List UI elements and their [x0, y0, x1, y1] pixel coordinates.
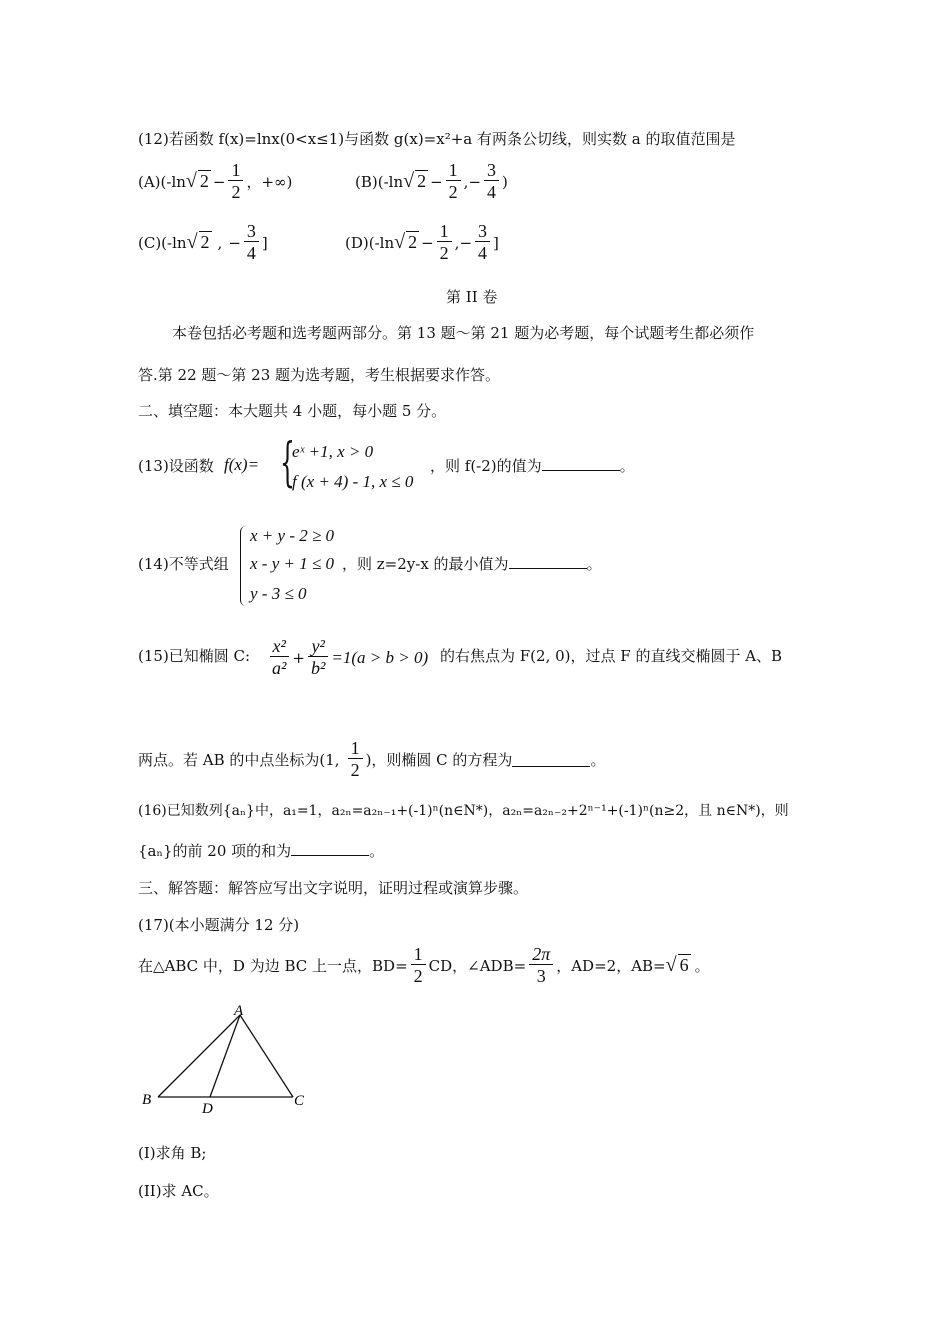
minus-sign: −: [228, 233, 241, 252]
sqrt-2: √ 2: [186, 231, 210, 253]
side-ab: [158, 1015, 240, 1097]
option-a-tail: ，+∞): [246, 173, 293, 191]
q13-fx: f(x)=: [224, 455, 260, 474]
section2-heading: 二、填空题：本大题共 4 小题，每小题 5 分。: [138, 402, 447, 420]
point-b-label: B: [142, 1092, 152, 1108]
part2-title: 第 II 卷: [446, 288, 498, 306]
minus-sign: −: [421, 233, 434, 252]
fraction-y2-b2: $\frac{\text{y²}}{\text{b²}}$: [308, 636, 328, 679]
point-c-label: C: [294, 1093, 305, 1109]
q13-brace: {: [280, 433, 295, 493]
q17-stem-c: ，AD=2，AB=: [556, 957, 666, 975]
fraction-1-2: $\frac{1}{2}$: [446, 160, 461, 203]
q17-sub2: (II)求 AC。: [138, 1182, 219, 1200]
q15-line2-a: 两点。若 AB 的中点坐标为(1,: [138, 751, 340, 769]
option-b-tail: ): [502, 172, 508, 191]
q17-sub1: (I)求角 B;: [138, 1144, 207, 1162]
q12-option-a: [138, 160, 292, 203]
q14-tail: [342, 553, 602, 574]
q15-label: (15)已知椭圆 C:: [138, 647, 251, 665]
q14-label: (14)不等式组: [138, 555, 229, 573]
q12-option-c: [138, 221, 268, 264]
fraction-1-2: $\frac{1}{2}$: [228, 160, 243, 203]
q14-answer-blank[interactable]: [509, 554, 587, 569]
q13-tail: [430, 455, 635, 476]
option-d-tail: ]: [493, 233, 499, 252]
q15-answer-blank[interactable]: [512, 752, 590, 767]
comma: ,: [217, 233, 223, 252]
plus-sign: +: [292, 648, 305, 667]
option-c-tail: ]: [261, 233, 268, 252]
q15-line2: [138, 738, 605, 781]
fraction-1-2: $\frac{1}{2}$: [348, 738, 363, 781]
q13-answer-blank[interactable]: [542, 456, 620, 471]
comma: ,: [454, 233, 460, 252]
option-a-label: (A)(-ln: [138, 172, 186, 191]
segment-ad: [210, 1015, 240, 1097]
q14-brace-line: [240, 526, 246, 606]
q17-stem-d: 。: [694, 957, 710, 975]
sqrt-6: √ 6: [665, 954, 689, 976]
section3-heading: 三、解答题：解答应写出文字说明，证明过程或演算步骤。: [138, 879, 529, 897]
fraction-x2-a2: $\frac{\text{x²}}{\text{a²}}$: [269, 636, 289, 679]
q16-line1: (16)已知数列{aₙ}中，a₁=1，a₂ₙ=a₂ₙ₋₁+(-1)ⁿ(n∈N*)，a₂ₙ=a₂ₙ₋₂+2ⁿ⁻¹+(-1)ⁿ(n≥2，且 n∈N*)，则: [138, 803, 789, 819]
minus-sign: −: [459, 233, 473, 252]
q13-tail-text: ，则 f(-2)的值为: [430, 457, 542, 475]
q14-case1: x + y - 2 ≥ 0: [250, 526, 335, 545]
fraction-3-4: $\frac{3}{4}$: [475, 221, 490, 264]
q13-case1: eˣ +1, x > 0: [292, 442, 374, 461]
q16-line2: [138, 840, 384, 861]
q15-end: 。: [590, 751, 606, 769]
triangle-figure: [136, 1000, 336, 1120]
fraction-3-4: $\frac{3}{4}$: [244, 221, 259, 264]
q15-eq-rhs: =1(a > b > 0): [331, 647, 429, 667]
q16-line2-text: {aₙ}的前 20 项的和为: [138, 842, 292, 860]
q13-case2: f (x + 4) - 1, x ≤ 0: [292, 472, 414, 491]
sqrt-2: √ 2: [403, 170, 427, 192]
q14-case3: y - 3 ≤ 0: [250, 584, 307, 603]
q13-end: 。: [619, 457, 635, 475]
q17-stem-b: CD，∠ADB=: [428, 957, 527, 975]
comma: ,: [463, 172, 469, 191]
part2-intro-line1: 本卷包括必考题和选考题两部分。第 13 题～第 21 题为必考题，每个试题考生都必须作: [172, 324, 755, 342]
q16-answer-blank[interactable]: [291, 841, 369, 856]
side-ac: [240, 1015, 293, 1097]
q16-end: 。: [369, 842, 385, 860]
q14-case2: x - y + 1 ≤ 0: [250, 554, 335, 573]
q17-stem: [138, 944, 710, 987]
part2-intro-line2: 答.第 22 题～第 23 题为选考题，考生根据要求作答。: [138, 366, 501, 384]
option-b-label: (B)(-ln: [355, 172, 404, 191]
point-d-label: D: [202, 1101, 213, 1117]
q14-tail-text: ，则 z=2y-x 的最小值为: [342, 555, 509, 573]
sqrt-2: √ 2: [185, 170, 209, 192]
fraction-2pi-3: $\frac{2\pi}{3}$: [529, 944, 553, 987]
q14-end: 。: [586, 555, 602, 573]
q15-tail: 的右焦点为 F(2, 0)，过点 F 的直线交椭圆于 A、B: [440, 647, 783, 665]
q12-option-b: [355, 160, 508, 203]
sqrt-2: √ 2: [394, 231, 418, 253]
fraction-1-2: $\frac{1}{2}$: [411, 944, 426, 987]
q17-stem-a: 在△ABC 中，D 为边 BC 上一点，BD=: [138, 957, 408, 975]
minus-sign: −: [430, 172, 443, 191]
q17-header: (17)(本小题满分 12 分): [138, 916, 300, 934]
option-c-label: (C)(-ln: [138, 233, 187, 252]
q13-label: (13)设函数: [138, 457, 214, 475]
fraction-1-2: $\frac{1}{2}$: [437, 221, 452, 264]
q15-line2-b: )，则椭圆 C 的方程为: [365, 751, 513, 769]
q15-ellipse-eq: [266, 636, 428, 679]
q12-option-d: [345, 221, 499, 264]
q12-stem: (12)若函数 f(x)=lnx(0<x≤1)与函数 g(x)=x²+a 有两条公切线，则实数 a 的取值范围是: [138, 130, 736, 148]
point-a-label: A: [234, 1003, 244, 1019]
option-d-label: (D)(-ln: [345, 233, 395, 252]
minus-sign: −: [468, 172, 482, 191]
fraction-3-4: $\frac{3}{4}$: [484, 160, 499, 203]
minus-sign: −: [212, 172, 226, 191]
